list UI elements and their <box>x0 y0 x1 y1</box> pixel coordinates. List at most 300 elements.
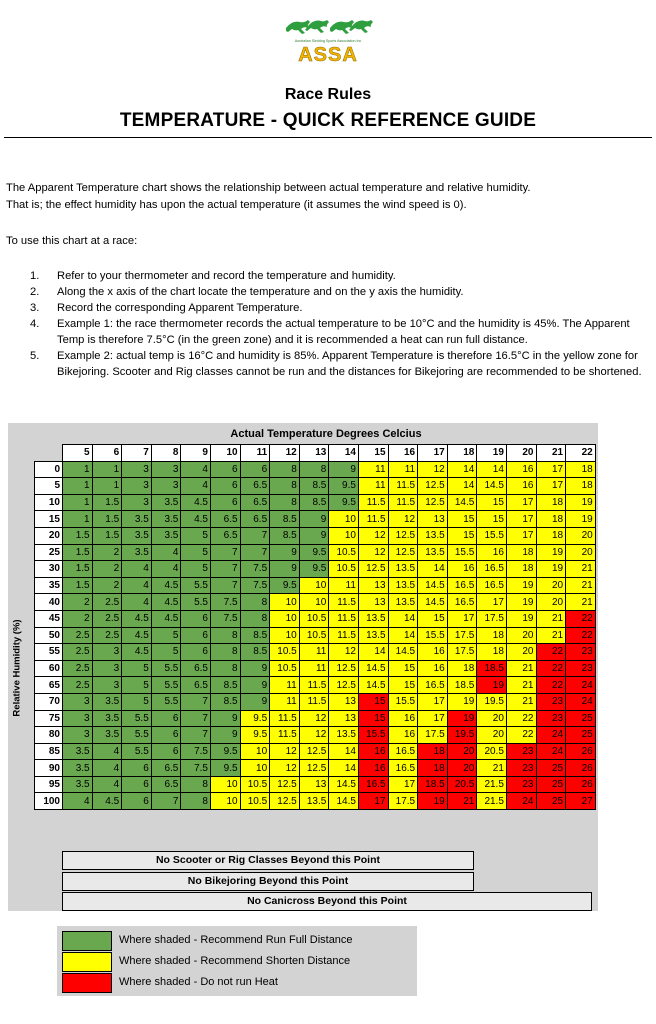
apparent-temp-cell: 7 <box>181 727 211 744</box>
apparent-temp-cell: 16.5 <box>447 594 477 611</box>
apparent-temp-cell: 18 <box>447 660 477 677</box>
apparent-temp-cell: 3 <box>122 461 152 478</box>
apparent-temp-cell: 7.5 <box>210 610 240 627</box>
table-row <box>35 677 596 694</box>
apparent-temp-cell: 14 <box>388 610 418 627</box>
apparent-temp-cell: 3 <box>92 644 122 661</box>
apparent-temp-cell: 3.5 <box>92 693 122 710</box>
table-row <box>35 660 596 677</box>
apparent-temp-cell: 1 <box>63 511 93 528</box>
apparent-temp-cell: 9 <box>299 527 329 544</box>
legend-swatch-green <box>62 931 112 951</box>
table-row <box>35 793 596 810</box>
list-number: 4. <box>30 318 40 330</box>
y-axis-title-wrap <box>0 558 34 778</box>
table-row <box>35 644 596 661</box>
apparent-temp-cell: 15 <box>447 511 477 528</box>
apparent-temp-cell: 21.5 <box>477 793 507 810</box>
humidity-header: 90 <box>35 760 63 777</box>
apparent-temp-cell: 11 <box>299 644 329 661</box>
apparent-temp-cell: 10.5 <box>240 776 270 793</box>
apparent-temp-cell: 5 <box>151 627 181 644</box>
list-text: Refer to your thermometer and record the temperature and humidity. <box>57 270 396 282</box>
apparent-temp-cell: 8 <box>270 494 300 511</box>
apparent-temp-cell: 12.5 <box>299 760 329 777</box>
apparent-temp-cell: 17.5 <box>388 793 418 810</box>
apparent-temp-cell: 20 <box>477 727 507 744</box>
list-text: Example 1: the race thermometer records the actual temperature to be 10°C and the humidity is 45%. The Apparent Temp is therefore 7.5°C (in the green zone) and it is recommended a heat can run full distance. <box>57 318 630 346</box>
apparent-temp-cell: 23 <box>566 644 596 661</box>
apparent-temp-cell: 3.5 <box>122 511 152 528</box>
apparent-temp-cell: 1.5 <box>92 527 122 544</box>
apparent-temp-cell: 10.5 <box>299 610 329 627</box>
apparent-temp-cell: 18 <box>506 544 536 561</box>
apparent-temp-cell: 4.5 <box>151 610 181 627</box>
apparent-temp-cell: 13 <box>329 693 359 710</box>
apparent-temp-cell: 14.5 <box>329 793 359 810</box>
apparent-temp-cell: 2.5 <box>63 644 93 661</box>
apparent-temp-cell: 14.5 <box>477 478 507 495</box>
apparent-temp-cell: 2 <box>92 561 122 578</box>
apparent-temp-cell: 18.5 <box>447 677 477 694</box>
temperature-header: 22 <box>566 445 596 462</box>
band-no-bikejoring: No Bikejoring Beyond this Point <box>62 872 474 891</box>
apparent-temp-cell: 13.5 <box>388 561 418 578</box>
apparent-temp-cell: 20.5 <box>447 776 477 793</box>
apparent-temp-cell: 15.5 <box>358 727 388 744</box>
apparent-temp-cell: 8.5 <box>299 478 329 495</box>
apparent-temp-cell: 17 <box>388 776 418 793</box>
list-number: 3. <box>30 302 40 314</box>
apparent-temp-cell: 20 <box>477 710 507 727</box>
temperature-header: 11 <box>240 445 270 462</box>
table-row <box>35 577 596 594</box>
apparent-temp-cell: 5.5 <box>151 677 181 694</box>
table-row <box>35 727 596 744</box>
apparent-temp-cell: 15.5 <box>477 527 507 544</box>
apparent-temp-cell: 4 <box>151 561 181 578</box>
apparent-temp-cell: 7.5 <box>240 577 270 594</box>
apparent-temp-cell: 22 <box>536 677 566 694</box>
apparent-temp-cell: 12 <box>358 527 388 544</box>
apparent-temp-cell: 15 <box>388 660 418 677</box>
apparent-temp-cell: 23 <box>506 743 536 760</box>
table-row <box>35 478 596 495</box>
list-item <box>6 348 651 380</box>
apparent-temp-cell: 5.5 <box>122 743 152 760</box>
apparent-temp-cell: 15 <box>447 527 477 544</box>
table-row <box>35 610 596 627</box>
apparent-temp-cell: 20.5 <box>477 743 507 760</box>
apparent-temp-cell: 16.5 <box>477 577 507 594</box>
apparent-temp-cell: 7.5 <box>181 760 211 777</box>
apparent-temp-cell: 6 <box>210 478 240 495</box>
apparent-temp-cell: 4.5 <box>92 793 122 810</box>
apparent-temp-cell: 15 <box>358 710 388 727</box>
apparent-temp-cell: 21 <box>536 610 566 627</box>
temperature-header: 10 <box>210 445 240 462</box>
apparent-temp-cell: 11.5 <box>299 693 329 710</box>
intro-paragraph-1: The Apparent Temperature chart shows the relationship between actual temperature and relative humidity. <box>6 182 531 194</box>
apparent-temp-cell: 5 <box>181 561 211 578</box>
apparent-temp-cell: 16 <box>447 561 477 578</box>
apparent-temp-cell: 16 <box>477 544 507 561</box>
apparent-temp-cell: 3 <box>92 660 122 677</box>
apparent-temp-cell: 1.5 <box>92 511 122 528</box>
apparent-temp-cell: 6.5 <box>151 776 181 793</box>
apparent-temp-cell: 9.5 <box>329 478 359 495</box>
apparent-temp-cell: 9.5 <box>240 727 270 744</box>
apparent-temp-cell: 21 <box>506 660 536 677</box>
apparent-temp-cell: 14.5 <box>418 594 448 611</box>
apparent-temp-cell: 14 <box>388 627 418 644</box>
apparent-temp-cell: 14 <box>477 461 507 478</box>
apparent-temp-cell: 13.5 <box>418 527 448 544</box>
apparent-temp-cell: 11 <box>388 461 418 478</box>
apparent-temp-cell: 19 <box>477 677 507 694</box>
apparent-temp-cell: 5 <box>181 544 211 561</box>
apparent-temp-cell: 8 <box>181 793 211 810</box>
apparent-temp-cell: 11.5 <box>388 478 418 495</box>
apparent-temp-cell: 16 <box>388 710 418 727</box>
apparent-temp-cell: 13.5 <box>388 594 418 611</box>
apparent-temp-cell: 18 <box>536 494 566 511</box>
apparent-temp-cell: 13.5 <box>358 610 388 627</box>
apparent-temp-cell: 18 <box>566 461 596 478</box>
list-text: Record the corresponding Apparent Temperature. <box>57 302 303 314</box>
apparent-temp-cell: 4 <box>92 743 122 760</box>
apparent-temp-cell: 22 <box>506 727 536 744</box>
apparent-temp-cell: 9 <box>210 710 240 727</box>
apparent-temp-cell: 17 <box>506 511 536 528</box>
band-no-scooter-rig: No Scooter or Rig Classes Beyond this Point <box>62 851 474 870</box>
temperature-header: 5 <box>63 445 93 462</box>
apparent-temp-cell: 6.5 <box>181 677 211 694</box>
apparent-temp-cell: 22 <box>506 710 536 727</box>
apparent-temp-cell: 4 <box>92 776 122 793</box>
apparent-temp-cell: 20 <box>447 743 477 760</box>
table-row <box>35 594 596 611</box>
table-row <box>35 743 596 760</box>
apparent-temp-cell: 16 <box>418 660 448 677</box>
apparent-temp-cell: 17.5 <box>447 644 477 661</box>
apparent-temp-cell: 1.5 <box>63 544 93 561</box>
apparent-temp-cell: 3.5 <box>63 776 93 793</box>
y-axis-title: Relative Humidity (%) <box>11 619 23 717</box>
temperature-header: 8 <box>151 445 181 462</box>
apparent-temp-cell: 8 <box>210 627 240 644</box>
temperature-header: 18 <box>447 445 477 462</box>
humidity-header: 15 <box>35 511 63 528</box>
table-row <box>35 561 596 578</box>
apparent-temp-cell: 7.5 <box>240 561 270 578</box>
apparent-temp-cell: 11 <box>270 677 300 694</box>
apparent-temp-cell: 1 <box>92 461 122 478</box>
apparent-temp-cell: 19.5 <box>477 693 507 710</box>
apparent-temp-cell: 9 <box>270 561 300 578</box>
apparent-temp-cell: 12 <box>329 644 359 661</box>
apparent-temp-cell: 11.5 <box>329 594 359 611</box>
humidity-header: 55 <box>35 644 63 661</box>
apparent-temp-cell: 3 <box>151 478 181 495</box>
apparent-temp-cell: 25 <box>536 793 566 810</box>
apparent-temp-cell: 14.5 <box>358 660 388 677</box>
list-item <box>6 268 651 284</box>
apparent-temp-cell: 1 <box>92 478 122 495</box>
apparent-temp-cell: 17 <box>536 461 566 478</box>
apparent-temp-cell: 3 <box>122 494 152 511</box>
apparent-temp-cell: 10 <box>329 511 359 528</box>
apparent-temp-cell: 16 <box>388 727 418 744</box>
apparent-temp-cell: 10 <box>210 793 240 810</box>
apparent-temp-cell: 2 <box>63 594 93 611</box>
page-title: TEMPERATURE - QUICK REFERENCE GUIDE <box>119 110 537 131</box>
apparent-temp-cell: 5 <box>151 644 181 661</box>
table-row <box>35 544 596 561</box>
apparent-temp-cell: 6 <box>210 494 240 511</box>
apparent-temp-cell: 23 <box>536 710 566 727</box>
humidity-header: 40 <box>35 594 63 611</box>
apparent-temp-cell: 6 <box>240 461 270 478</box>
apparent-temp-cell: 6.5 <box>151 760 181 777</box>
apparent-temp-cell: 10 <box>210 776 240 793</box>
apparent-temp-cell: 15.5 <box>418 627 448 644</box>
apparent-temp-cell: 3.5 <box>122 527 152 544</box>
apparent-temp-cell: 18.5 <box>477 660 507 677</box>
apparent-temp-cell: 20 <box>506 627 536 644</box>
apparent-temp-cell: 14 <box>358 644 388 661</box>
apparent-temp-cell: 5.5 <box>151 660 181 677</box>
apparent-temp-cell: 11 <box>358 478 388 495</box>
apparent-temp-cell: 21 <box>566 577 596 594</box>
apparent-temp-cell: 16.5 <box>418 677 448 694</box>
apparent-temp-cell: 7 <box>181 710 211 727</box>
apparent-temp-cell: 6 <box>122 760 152 777</box>
temperature-header: 15 <box>358 445 388 462</box>
apparent-temp-cell: 12.5 <box>270 776 300 793</box>
apparent-temp-cell: 9.5 <box>240 710 270 727</box>
apparent-temp-cell: 19.5 <box>447 727 477 744</box>
apparent-temp-cell: 6.5 <box>240 494 270 511</box>
apparent-temp-cell: 27 <box>566 793 596 810</box>
apparent-temp-cell: 14.5 <box>329 776 359 793</box>
apparent-temp-cell: 16 <box>358 743 388 760</box>
apparent-temp-cell: 6.5 <box>210 511 240 528</box>
list-number: 5. <box>30 350 40 362</box>
apparent-temp-cell: 5 <box>181 527 211 544</box>
humidity-header: 100 <box>35 793 63 810</box>
apparent-temp-cell: 8 <box>240 610 270 627</box>
apparent-temp-cell: 25 <box>566 710 596 727</box>
legend-swatch-red <box>62 973 112 993</box>
apparent-temp-cell: 10.5 <box>329 544 359 561</box>
apparent-temp-cell: 6.5 <box>181 660 211 677</box>
apparent-temp-cell: 11.5 <box>329 627 359 644</box>
apparent-temp-cell: 12.5 <box>329 677 359 694</box>
apparent-temp-cell: 23 <box>536 693 566 710</box>
title-divider <box>4 137 652 138</box>
apparent-temp-cell: 2 <box>63 610 93 627</box>
apparent-temp-cell: 13 <box>358 577 388 594</box>
apparent-temp-cell: 9.5 <box>299 544 329 561</box>
apparent-temp-cell: 26 <box>566 743 596 760</box>
apparent-temp-cell: 11 <box>329 577 359 594</box>
apparent-temp-cell: 1.5 <box>63 561 93 578</box>
apparent-temp-cell: 15 <box>418 610 448 627</box>
humidity-header: 10 <box>35 494 63 511</box>
apparent-temp-cell: 16 <box>358 760 388 777</box>
apparent-temp-cell: 11.5 <box>270 710 300 727</box>
apparent-temp-cell: 9 <box>329 461 359 478</box>
apparent-temp-cell: 25 <box>536 760 566 777</box>
apparent-temp-cell: 8.5 <box>240 644 270 661</box>
apparent-temp-cell: 7.5 <box>210 594 240 611</box>
apparent-temp-cell: 16 <box>418 644 448 661</box>
apparent-temp-cell: 7 <box>151 793 181 810</box>
apparent-temp-cell: 9.5 <box>210 743 240 760</box>
apparent-temp-cell: 6.5 <box>210 527 240 544</box>
apparent-temp-cell: 16 <box>506 461 536 478</box>
apparent-temp-cell: 3 <box>92 677 122 694</box>
apparent-temp-cell: 15 <box>388 677 418 694</box>
apparent-temp-cell: 11 <box>358 461 388 478</box>
apparent-temp-cell: 17 <box>358 793 388 810</box>
apparent-temp-cell: 15 <box>477 494 507 511</box>
apparent-temp-cell: 10.5 <box>270 644 300 661</box>
table-corner <box>35 445 63 462</box>
apparent-temp-cell: 5.5 <box>181 577 211 594</box>
apparent-temp-cell: 17 <box>506 527 536 544</box>
x-axis-title: Actual Temperature Degrees Celcius <box>230 428 422 440</box>
apparent-temp-cell: 1 <box>63 478 93 495</box>
apparent-temp-cell: 1 <box>63 494 93 511</box>
apparent-temp-cell: 5 <box>122 660 152 677</box>
table-row <box>35 627 596 644</box>
apparent-temp-cell: 1.5 <box>63 577 93 594</box>
temperature-header: 9 <box>181 445 211 462</box>
apparent-temp-cell: 4 <box>181 461 211 478</box>
apparent-temp-cell: 24 <box>536 743 566 760</box>
apparent-temp-cell: 6.5 <box>240 511 270 528</box>
apparent-temp-cell: 8 <box>270 478 300 495</box>
apparent-temp-cell: 4.5 <box>181 511 211 528</box>
list-item <box>6 300 651 316</box>
apparent-temp-cell: 14 <box>418 561 448 578</box>
apparent-temp-cell: 1.5 <box>92 494 122 511</box>
apparent-temp-cell: 11.5 <box>299 677 329 694</box>
apparent-temp-cell: 7 <box>210 577 240 594</box>
apparent-temp-cell: 9 <box>210 727 240 744</box>
apparent-temp-cell: 12 <box>418 461 448 478</box>
apparent-temp-cell: 8 <box>240 594 270 611</box>
table-row <box>35 461 596 478</box>
humidity-header: 60 <box>35 660 63 677</box>
apparent-temp-cell: 11.5 <box>358 494 388 511</box>
apparent-temp-cell: 6 <box>151 727 181 744</box>
apparent-temp-cell: 10.5 <box>329 561 359 578</box>
apparent-temp-cell: 7.5 <box>181 743 211 760</box>
apparent-temp-cell: 14 <box>329 743 359 760</box>
apparent-temp-cell: 13.5 <box>329 727 359 744</box>
apparent-temp-cell: 11.5 <box>358 511 388 528</box>
apparent-temp-cell: 9 <box>240 677 270 694</box>
apparent-temp-cell: 10.5 <box>240 793 270 810</box>
apparent-temp-cell: 12.5 <box>388 544 418 561</box>
apparent-temp-cell: 18 <box>418 760 448 777</box>
apparent-temp-cell: 19 <box>506 594 536 611</box>
apparent-temp-cell: 6 <box>151 743 181 760</box>
apparent-temp-cell: 13 <box>418 511 448 528</box>
apparent-temp-cell: 21 <box>536 627 566 644</box>
apparent-temp-cell: 19 <box>506 577 536 594</box>
table-row <box>35 527 596 544</box>
apparent-temp-cell: 24 <box>536 727 566 744</box>
apparent-temp-cell: 6.5 <box>240 478 270 495</box>
apparent-temperature-table <box>34 444 596 810</box>
apparent-temp-cell: 9.5 <box>329 494 359 511</box>
legend-label: Where shaded - Recommend Shorten Distance <box>119 955 351 967</box>
apparent-temp-cell: 10 <box>270 610 300 627</box>
table-row <box>35 494 596 511</box>
apparent-temp-cell: 2 <box>92 544 122 561</box>
apparent-temp-cell: 4.5 <box>151 594 181 611</box>
apparent-temp-cell: 8 <box>181 776 211 793</box>
apparent-temp-cell: 16.5 <box>477 561 507 578</box>
apparent-temp-cell: 5 <box>122 693 152 710</box>
apparent-temp-cell: 26 <box>566 760 596 777</box>
apparent-temp-cell: 19 <box>418 793 448 810</box>
apparent-temp-cell: 6 <box>181 644 211 661</box>
apparent-temp-cell: 10 <box>240 743 270 760</box>
apparent-temp-cell: 11.5 <box>270 727 300 744</box>
apparent-temp-cell: 2.5 <box>63 660 93 677</box>
apparent-temp-cell: 3.5 <box>92 727 122 744</box>
apparent-temp-cell: 14.5 <box>358 677 388 694</box>
apparent-temp-cell: 4 <box>122 594 152 611</box>
apparent-temp-cell: 21 <box>566 594 596 611</box>
apparent-temp-cell: 4 <box>122 577 152 594</box>
apparent-temp-cell: 20 <box>536 594 566 611</box>
temperature-header: 21 <box>536 445 566 462</box>
apparent-temp-cell: 25 <box>536 776 566 793</box>
apparent-temp-cell: 9.5 <box>210 760 240 777</box>
temperature-header: 14 <box>329 445 359 462</box>
apparent-temp-cell: 8.5 <box>210 693 240 710</box>
apparent-temp-cell: 13 <box>358 594 388 611</box>
list-number: 1. <box>30 270 40 282</box>
apparent-temp-cell: 10 <box>299 577 329 594</box>
apparent-temp-cell: 24 <box>566 693 596 710</box>
apparent-temp-cell: 8 <box>210 644 240 661</box>
page-subtitle: Race Rules <box>284 86 372 103</box>
apparent-temp-cell: 23 <box>506 760 536 777</box>
apparent-temp-cell: 19 <box>506 610 536 627</box>
apparent-temp-cell: 2.5 <box>63 627 93 644</box>
apparent-temp-cell: 1.5 <box>63 527 93 544</box>
apparent-temp-cell: 5.5 <box>122 710 152 727</box>
humidity-header: 5 <box>35 478 63 495</box>
apparent-temp-cell: 18.5 <box>418 776 448 793</box>
apparent-temp-cell: 12.5 <box>418 494 448 511</box>
apparent-temp-cell: 13 <box>329 710 359 727</box>
apparent-temp-cell: 26 <box>566 776 596 793</box>
apparent-temp-cell: 10 <box>240 760 270 777</box>
apparent-temp-cell: 12.5 <box>388 527 418 544</box>
apparent-temp-cell: 5.5 <box>122 727 152 744</box>
band-no-canicross: No Canicross Beyond this Point <box>62 892 592 911</box>
legend-label: Where shaded - Recommend Run Full Distance <box>119 934 353 946</box>
humidity-header: 70 <box>35 693 63 710</box>
